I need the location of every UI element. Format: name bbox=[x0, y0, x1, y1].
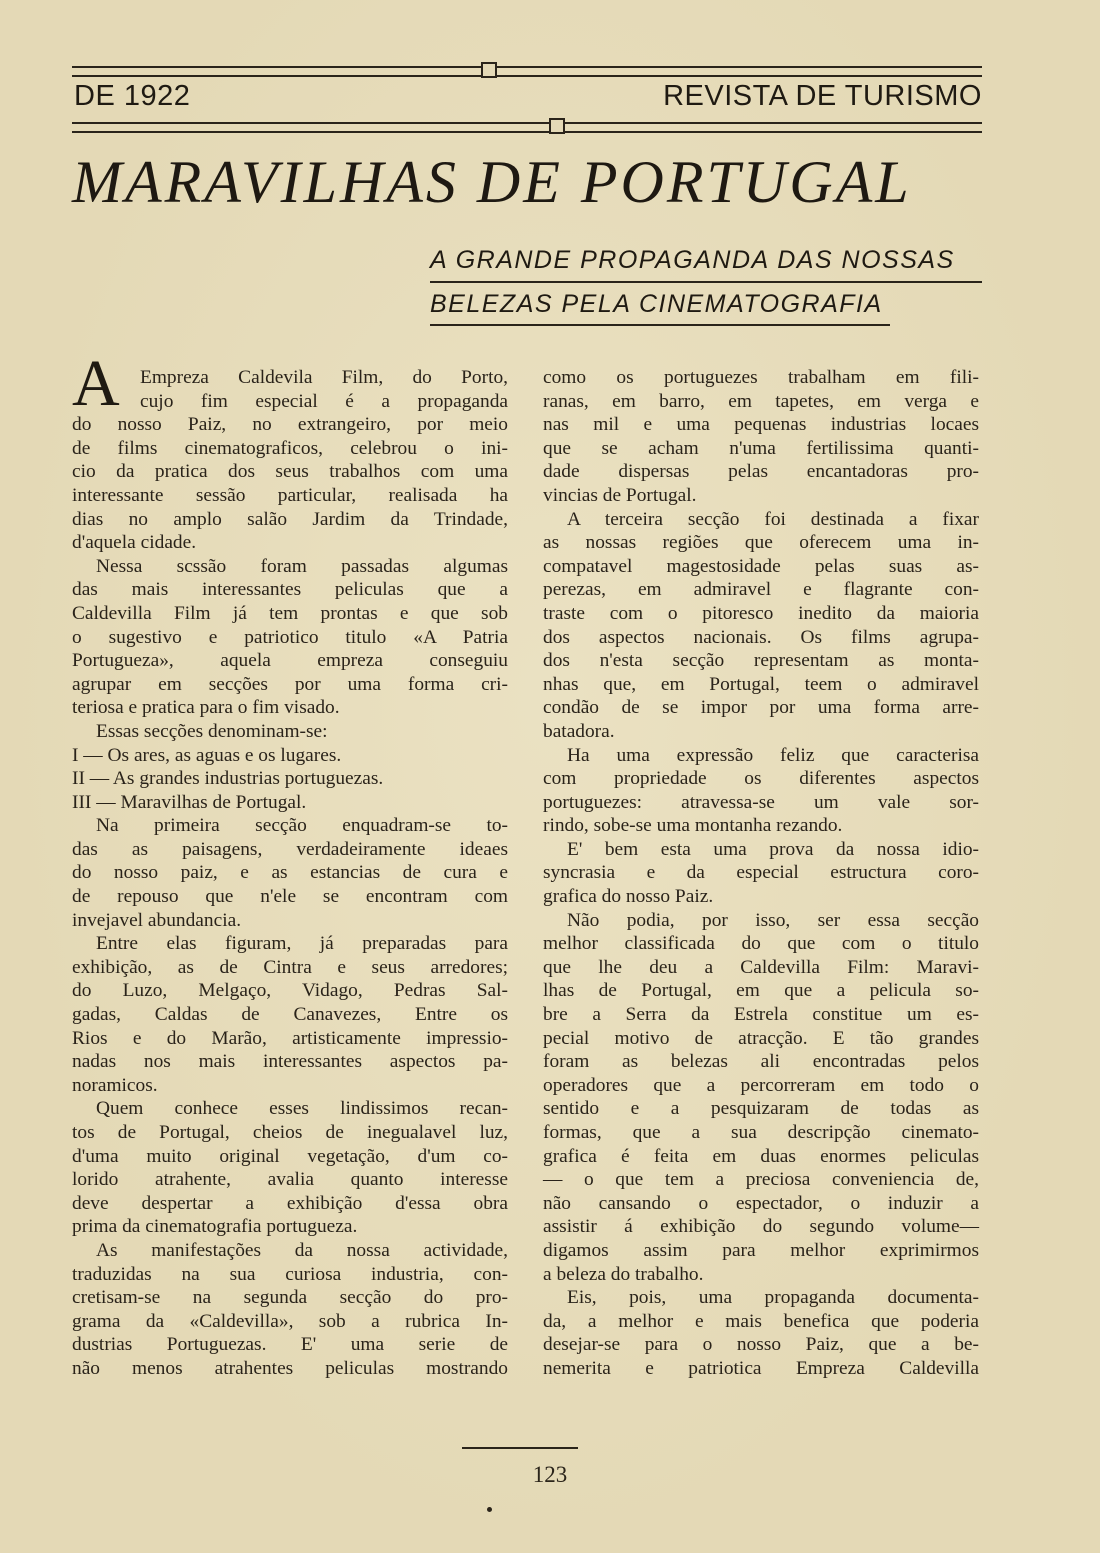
footer-dot bbox=[487, 1507, 492, 1512]
text-line: As manifestações da nossa actividade, bbox=[96, 1239, 508, 1261]
text-line: Não podia, por isso, ser essa secção bbox=[567, 909, 979, 931]
text-line: da, a melhor e mais benefica que poderia bbox=[543, 1310, 979, 1332]
text-line: traste com o pitoresco inedito da maioria bbox=[543, 602, 979, 624]
text-line: d'aquela cidade. bbox=[72, 532, 197, 554]
text-line: com propriedade os diferentes aspectos bbox=[543, 768, 979, 790]
text-line: vincias de Portugal. bbox=[543, 484, 697, 506]
text-line: condão de se impor por uma forma arre- bbox=[543, 697, 979, 719]
article-title: MARAVILHAS DE PORTUGAL bbox=[72, 149, 912, 215]
text-line: nadas nos mais interessantes aspectos pa- bbox=[72, 1051, 508, 1073]
text-line: do nosso Paiz, no extrangeiro, por meio bbox=[72, 414, 508, 436]
text-line: d'uma muito original vegetação, d'um co- bbox=[72, 1145, 508, 1167]
text-line: deve despertar a exhibição d'essa obra bbox=[72, 1192, 508, 1214]
text-line: Entre elas figuram, já preparadas para bbox=[96, 933, 508, 955]
text-line: Na primeira secção enquadram-se to- bbox=[96, 815, 508, 837]
text-line: ranas, em barro, em tapetes, em verga e bbox=[543, 390, 979, 412]
header-bottom-rule bbox=[72, 122, 982, 133]
header-top-rule bbox=[72, 66, 982, 77]
text-line: assistir á exhibição do segundo volume— bbox=[543, 1216, 979, 1238]
header-publication: REVISTA DE TURISMO bbox=[663, 80, 982, 112]
text-line: rindo, sobe-se uma montanha rezando. bbox=[543, 815, 843, 837]
text-line: as nossas regiões que oferecem uma in- bbox=[543, 532, 979, 554]
text-line: operadores que a percorreram em todo o bbox=[543, 1074, 979, 1096]
rule-ornament bbox=[549, 118, 565, 134]
text-line: A terceira secção foi destinada a fixar bbox=[567, 508, 979, 530]
text-line: digamos assim para melhor exprimirmos bbox=[543, 1239, 979, 1261]
text-line: nas mil e uma pequenas industrias locaes bbox=[543, 414, 979, 436]
text-line: I — Os ares, as aguas e os lugares. bbox=[72, 744, 342, 766]
text-line: agrupar em secções por uma forma cri- bbox=[72, 673, 508, 695]
text-line: batadora. bbox=[543, 720, 615, 742]
text-line: lhas de Portugal, em que a pelicula so- bbox=[543, 980, 979, 1002]
text-line: gadas, Caldas de Canavezes, Entre os bbox=[72, 1004, 508, 1026]
text-line: noramicos. bbox=[72, 1074, 158, 1096]
text-line: Caldevilla Film já tem prontas e que sob bbox=[72, 602, 508, 624]
text-line: perezas, em admiravel e flagrante con- bbox=[543, 579, 979, 601]
text-line: a beleza do trabalho. bbox=[543, 1263, 704, 1285]
text-line: sentido e a pesquizaram de todas as bbox=[543, 1098, 979, 1120]
text-line: grama da «Caldevilla», sob a rubrica In- bbox=[72, 1310, 508, 1332]
text-line: como os portuguezes trabalham em fili- bbox=[543, 367, 979, 388]
text-line: interessante sessão particular, realisada ha bbox=[72, 484, 508, 506]
text-line: tos de Portugal, cheios de inegualavel luz, bbox=[72, 1122, 508, 1143]
subtitle-rule bbox=[430, 324, 890, 326]
text-line: não cansando o espectador, o induzir a bbox=[543, 1192, 979, 1214]
text-line: cretisam-se na segunda secção do pro- bbox=[72, 1287, 508, 1309]
text-line: nemerita e patriotica Empreza Caldevilla bbox=[543, 1357, 979, 1379]
right-column bbox=[543, 366, 979, 1381]
text-line: lorido atrahente, avalia quanto interesse bbox=[72, 1169, 508, 1191]
text-line: invejavel abundancia. bbox=[72, 909, 242, 931]
text-line: que se acham n'uma fertilissima quanti- bbox=[543, 437, 979, 459]
text-line: Quem conhece esses lindissimos recan- bbox=[96, 1098, 508, 1120]
text-line: desejar-se para o nosso Paiz, que a be- bbox=[543, 1334, 979, 1356]
text-line: exhibição, as de Cintra e seus arredores; bbox=[72, 956, 508, 978]
text-line: melhor classificada do que com o titulo bbox=[543, 933, 979, 955]
text-line: cujo fim especial é a propaganda bbox=[140, 390, 508, 412]
text-line: cio da pratica dos seus trabalhos com uma bbox=[72, 461, 508, 483]
text-line: de films cinematograficos, celebrou o ini- bbox=[72, 437, 508, 459]
left-column bbox=[72, 366, 508, 1381]
text-line: Nessa scssão foram passadas algumas bbox=[96, 555, 508, 577]
text-line: formas, que a sua descripção cinemato- bbox=[543, 1122, 979, 1143]
text-line: dos n'esta secção representam as monta- bbox=[543, 650, 979, 672]
text-line: Essas secções denominam-se: bbox=[96, 720, 328, 742]
text-line: dade dispersas pelas encantadoras pro- bbox=[543, 461, 979, 483]
text-line: o sugestivo e patriotico titulo «A Patria bbox=[72, 626, 508, 648]
text-line: pecial motivo de atracção. E tão grandes bbox=[543, 1027, 979, 1049]
text-line: de repouso que n'ele se encontram com bbox=[72, 886, 508, 908]
text-line: nhas que, em Portugal, teem o admiravel bbox=[543, 673, 979, 695]
page-number: 123 bbox=[532, 1462, 568, 1487]
text-line: foram as belezas ali encontradas pelos bbox=[543, 1051, 979, 1073]
text-line: teriosa e pratica para o fim visado. bbox=[72, 697, 340, 719]
text-line: compatavel magestosidade pelas suas as- bbox=[543, 555, 979, 577]
text-line: grafica do nosso Paiz. bbox=[543, 886, 714, 908]
text-line: syncrasia e da especial estructura coro- bbox=[543, 862, 979, 884]
text-line: II — As grandes industrias portuguezas. bbox=[72, 768, 384, 790]
text-line: das as paisagens, verdadeiramente ideaes bbox=[72, 838, 508, 860]
footer-rule bbox=[462, 1447, 578, 1449]
rule-ornament bbox=[481, 62, 497, 78]
text-line: Eis, pois, uma propaganda documenta- bbox=[567, 1287, 979, 1309]
text-line: Rios e do Marão, artisticamente impressio- bbox=[72, 1027, 508, 1049]
text-line: grafica é feita em duas enormes peliculas bbox=[543, 1145, 979, 1167]
text-line: que lhe deu a Caldevilla Film: Maravi- bbox=[543, 956, 979, 978]
text-line: Ha uma expressão feliz que caracterisa bbox=[567, 744, 979, 766]
text-line: do nosso paiz, e as estancias de cura e bbox=[72, 862, 508, 884]
text-line: E' bem esta uma prova da nossa idio- bbox=[567, 838, 979, 860]
text-line: das mais interessantes peliculas que a bbox=[72, 579, 508, 601]
article-subtitle-line2: BELEZAS PELA CINEMATOGRAFIA bbox=[430, 290, 883, 318]
article-subtitle-line1: A GRANDE PROPAGANDA DAS NOSSAS bbox=[430, 246, 955, 274]
text-line: do Luzo, Melgaço, Vidago, Pedras Sal- bbox=[72, 980, 508, 1002]
drop-cap: A bbox=[72, 347, 120, 420]
text-line: dustrias Portuguezas. E' uma serie de bbox=[72, 1334, 508, 1356]
text-line: Portugueza», aquela empreza conseguiu bbox=[72, 650, 508, 672]
subtitle-rule bbox=[430, 281, 982, 283]
text-line: III — Maravilhas de Portugal. bbox=[72, 791, 307, 813]
text-line: portuguezes: atravessa-se um vale sor- bbox=[543, 791, 979, 813]
header-date: DE 1922 bbox=[74, 80, 191, 112]
text-line: dias no amplo salão Jardim da Trindade, bbox=[72, 508, 508, 530]
text-line: dos aspectos nacionais. Os films agrupa- bbox=[543, 626, 979, 648]
text-line: bre a Serra da Estrela constitue um es- bbox=[543, 1004, 979, 1026]
text-line: prima da cinematografia portugueza. bbox=[72, 1216, 358, 1238]
text-line: não menos atrahentes peliculas mostrando bbox=[72, 1357, 508, 1379]
text-line: traduzidas na sua curiosa industria, con- bbox=[72, 1263, 508, 1285]
text-line: — o que tem a preciosa conveniencia de, bbox=[543, 1169, 979, 1191]
text-line: Empreza Caldevila Film, do Porto, bbox=[140, 367, 508, 388]
